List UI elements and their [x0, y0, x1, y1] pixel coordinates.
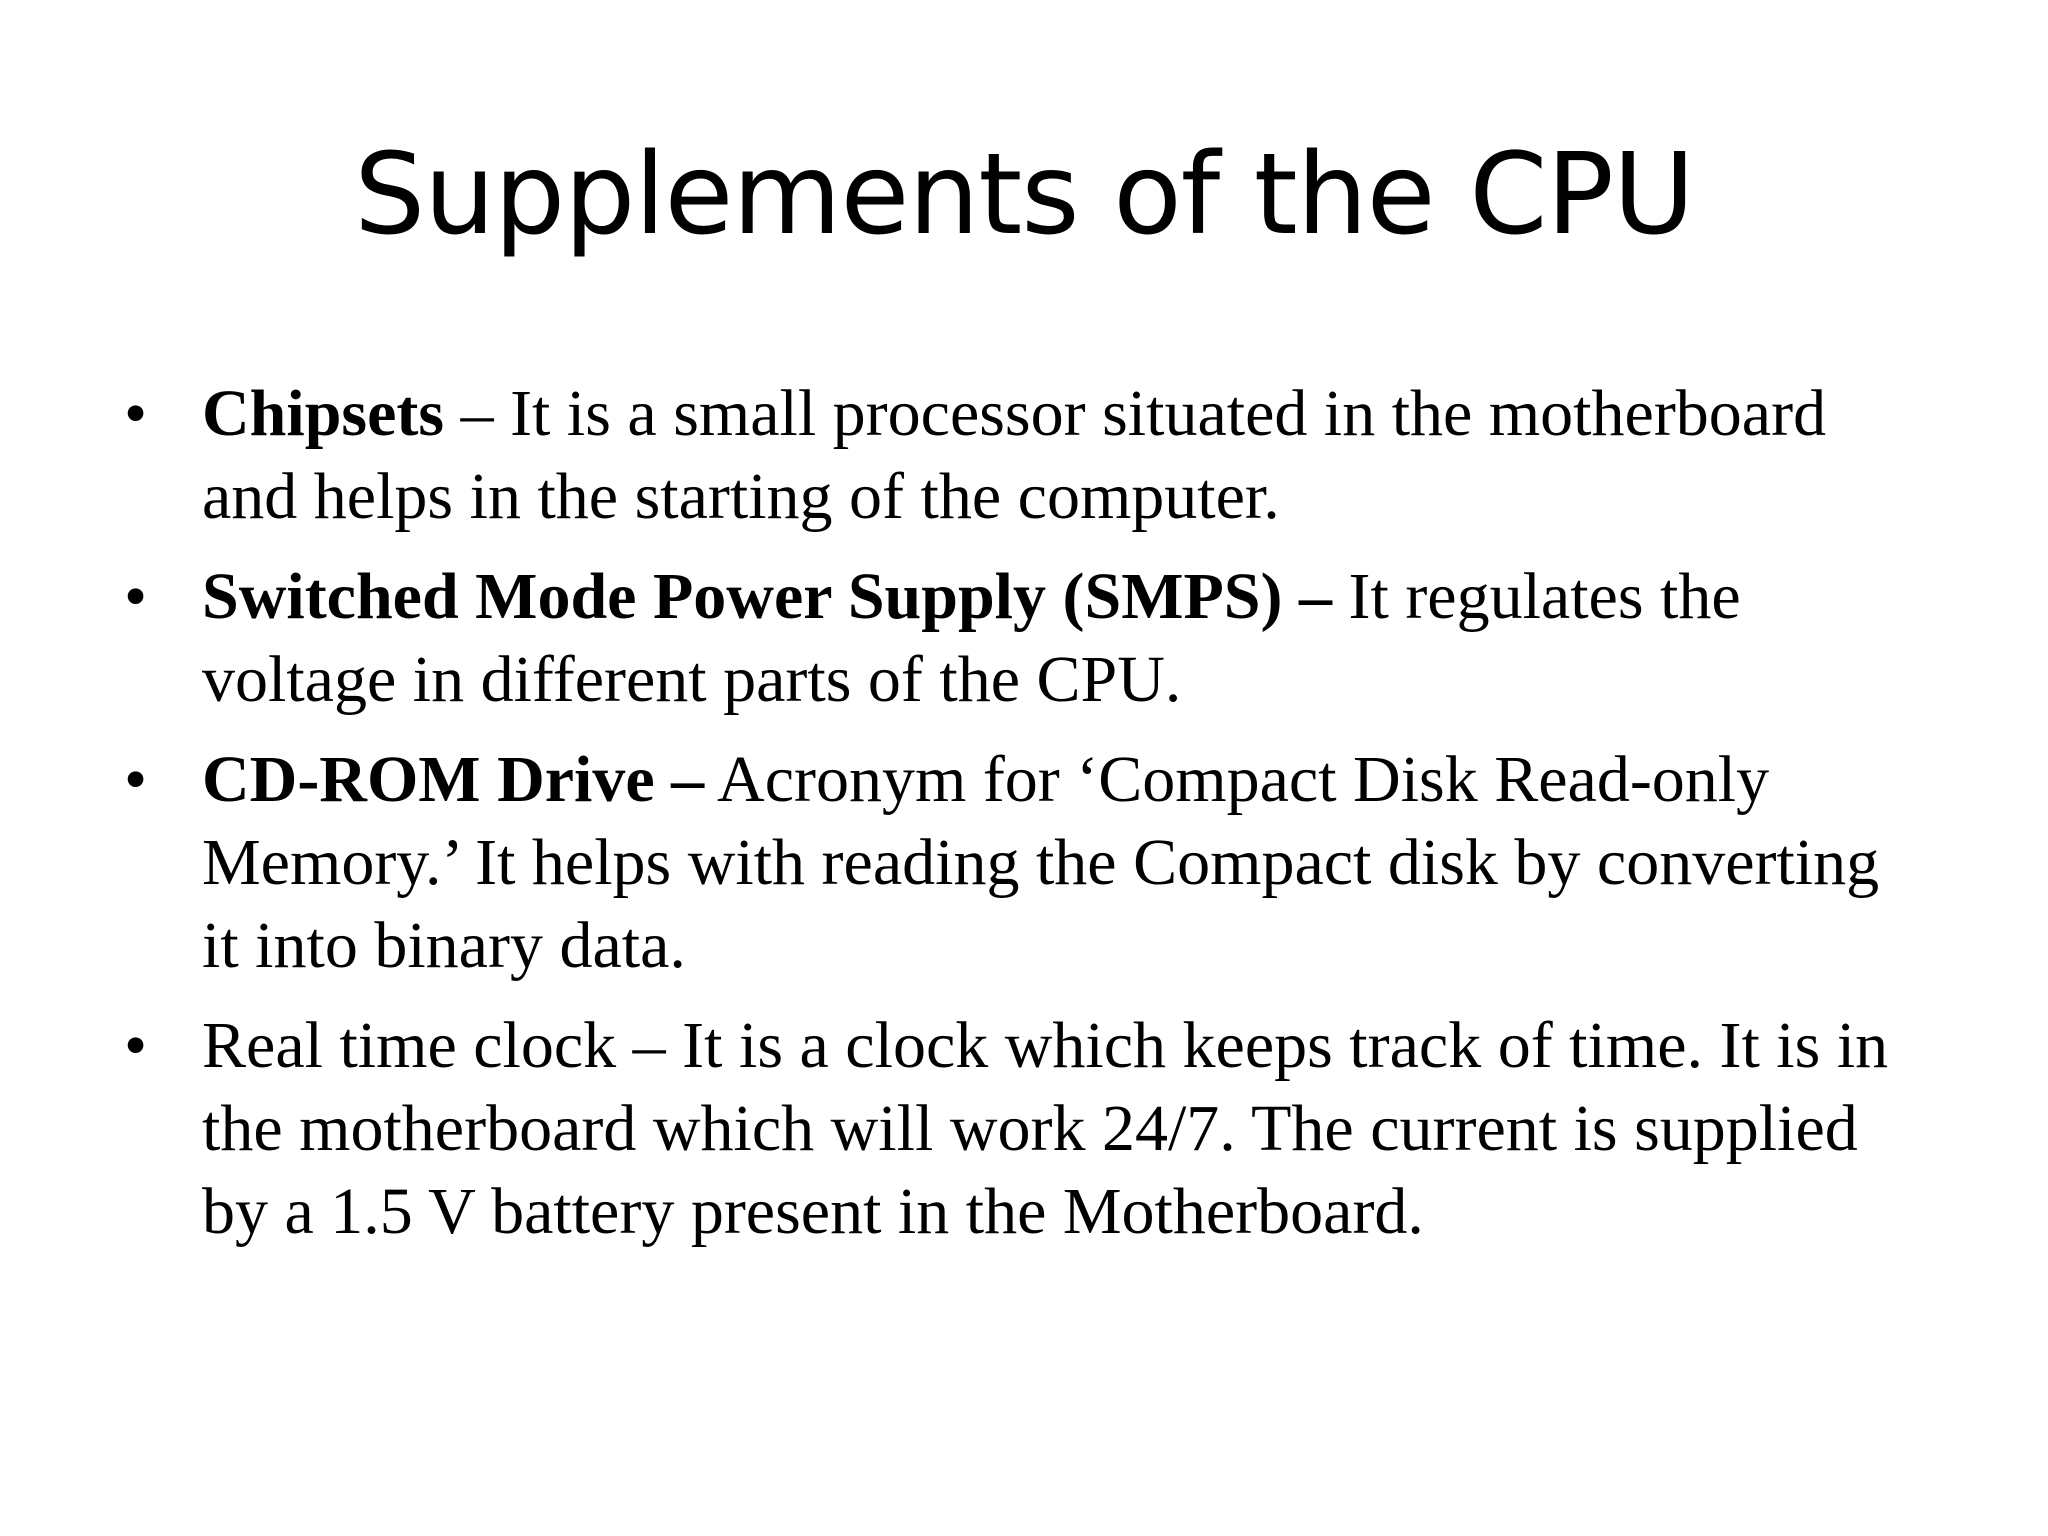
- list-item: [124, 555, 1924, 721]
- list-item: [124, 372, 1924, 538]
- item-term: CD-ROM Drive –: [202, 743, 705, 816]
- list-item: [124, 738, 1924, 987]
- bullet-icon: •: [124, 560, 148, 633]
- item-text: It regulates the voltage in different parts of the CPU.: [202, 560, 1741, 716]
- bullet-icon: •: [124, 743, 148, 816]
- list-item: [124, 1004, 1924, 1253]
- slide-title: Supplements of the CPU: [354, 130, 1694, 260]
- item-text: Real time clock – It is a clock which keeps track of time. It is in the motherboard which will work 24/7. The current is supplied by a 1.5 V battery present in the Motherboard.: [202, 1009, 1889, 1248]
- bullet-icon: •: [124, 1009, 148, 1082]
- bullet-list: [124, 372, 1924, 1270]
- item-text: – It is a small processor situated in the motherboard and helps in the starting of the computer.: [202, 377, 1827, 533]
- item-term: Chipsets: [202, 377, 445, 450]
- item-term: Switched Mode Power Supply (SMPS) –: [202, 560, 1332, 633]
- bullet-icon: •: [124, 377, 148, 450]
- item-text: Acronym for ‘Compact Disk Read-only Memory.’ It helps with reading the Compact disk by converting it into binary data.: [202, 743, 1880, 982]
